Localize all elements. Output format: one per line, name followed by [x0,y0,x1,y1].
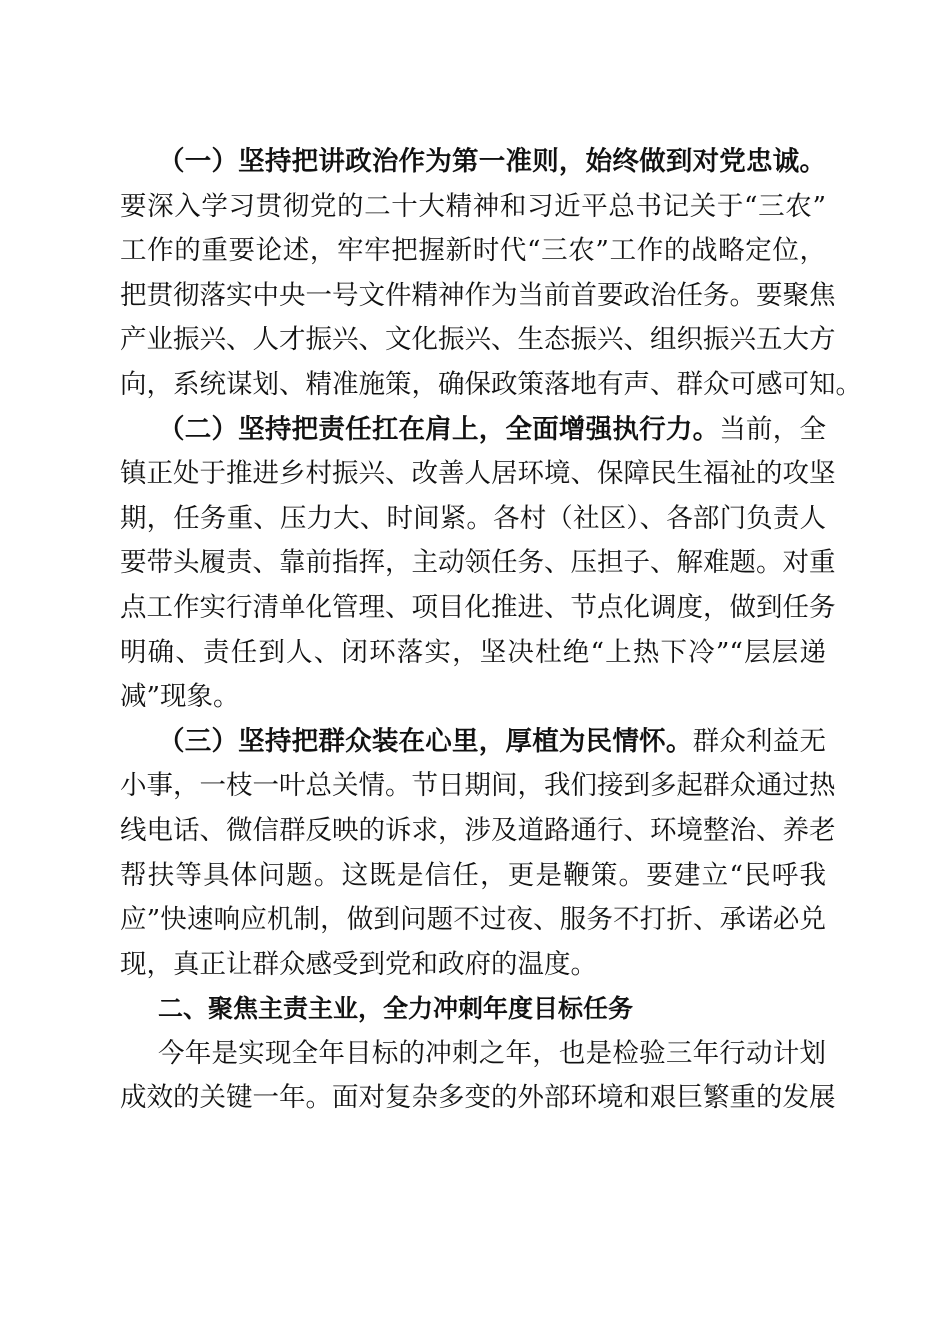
paragraph-3-line: 小事，一枝一叶总关情。节日期间，我们接到多起群众通过热 [120,770,836,802]
paragraph-3-lead: （三）坚持把群众装在心里，厚植为民情怀。 [158,725,693,757]
paragraph-1-lead: （一）坚持把讲政治作为第一准则，始终做到对党忠诚。 [158,146,826,177]
document-page [120,140,862,1121]
section-heading-2: 二、聚焦主责主业，全力冲刺年度目标任务 [158,994,634,1024]
paragraph-2-line: 期，任务重、压力大、时间紧。各村（社区）、各部门负责人 [120,502,826,534]
paragraph-1-line: 产业振兴、人才振兴、文化振兴、生态振兴、组织振兴五大方 [120,324,836,356]
paragraph-1-line: 要深入学习贯彻党的二十大精神和习近平总书记关于“三农” [120,190,826,222]
paragraph-2-line: 点工作实行清单化管理、项目化推进、节点化调度，做到任务 [120,591,836,623]
paragraph-3-line: 线电话、微信群反映的诉求，涉及道路通行、环境整治、养老 [120,814,836,846]
paragraph-4-first-line: 今年是实现全年目标的冲刺之年，也是检验三年行动计划 [158,1037,826,1069]
paragraph-2-line: 镇正处于推进乡村振兴、改善人居环境、保障民生福祉的攻坚 [120,458,836,490]
paragraph-1-first-line [120,140,826,185]
paragraph-3-line: 现，真正让群众感受到党和政府的温度。 [120,948,597,980]
paragraph-2-first-line [120,408,826,453]
paragraph-2-line: 减”现象。 [120,681,240,713]
paragraph-3-first-line [120,720,826,765]
paragraph-3-line: 应”快速响应机制，做到问题不过夜、服务不打折、承诺必兑 [120,904,826,936]
paragraph-2-lead: （二）坚持把责任扛在肩上，全面增强执行力。 [158,413,720,445]
paragraph-1-line: 工作的重要论述，牢牢把握新时代“三农”工作的战略定位， [120,235,826,267]
paragraph-1-line: 向，系统谋划、精准施策，确保政策落地有声、群众可感可知。 [120,368,862,400]
paragraph-1-line: 把贯彻落实中央一号文件精神作为当前首要政治任务。要聚焦 [120,279,836,311]
paragraph-2-line: 明确、责任到人、闭环落实，坚决杜绝“上热下冷”“层层递 [120,636,826,668]
paragraph-4-line: 成效的关键一年。面对复杂多变的外部环境和艰巨繁重的发展 [120,1082,836,1114]
paragraph-2-lead-rest: 当前，全 [719,413,827,445]
paragraph-3-line: 帮扶等具体问题。这既是信任，更是鞭策。要建立“民呼我 [120,859,826,891]
paragraph-2-line: 要带头履责、靠前指挥，主动领任务、压担子、解难题。对重 [120,547,836,579]
paragraph-3-lead-rest: 群众利益无 [692,725,827,757]
